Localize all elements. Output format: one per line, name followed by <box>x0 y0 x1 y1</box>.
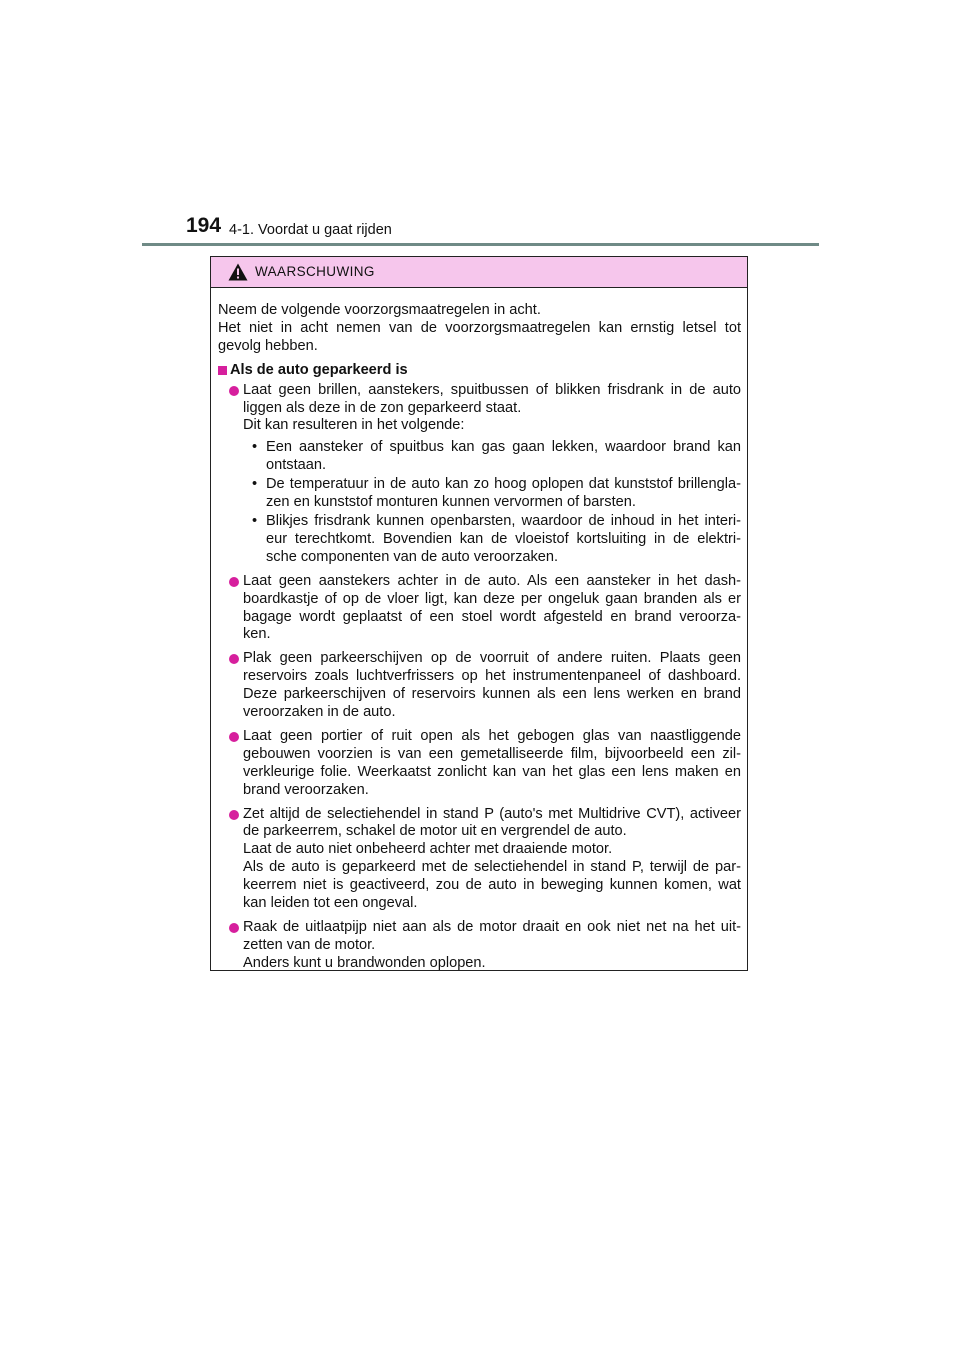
header-rule <box>142 243 819 246</box>
list-item-line: verkleurige folie. Weerkaatst zonlicht kan van het glas een lens maken en <box>243 763 741 780</box>
list-item-line: keerrem niet is geactiveerd, zou de auto in beweging kunnen komen, wat <box>243 877 741 894</box>
warning-header <box>211 257 747 288</box>
sub-list-line: ontstaan. <box>266 457 327 474</box>
round-bullet-icon <box>229 654 239 664</box>
list-item-line: zetten van de motor. <box>243 936 376 953</box>
round-bullet-icon <box>229 732 239 742</box>
subheading-text: Als de auto geparkeerd is <box>230 361 408 378</box>
list-item-line: veroorzaken in de auto. <box>243 704 396 721</box>
sub-list <box>243 439 741 566</box>
sub-list-item <box>252 513 741 567</box>
dot-bullet-icon: • <box>252 476 258 493</box>
page-number: 194 <box>186 214 222 237</box>
list-item-line: de parkeerrem, schakel de motor uit en vergrendel de auto. <box>243 823 627 840</box>
intro-line: Het niet in acht nemen van de voorzorgsmaatregelen kan ernstig letsel tot <box>218 319 741 336</box>
sub-list-line: zen en kunststof monturen kunnen vervormen of barsten. <box>266 494 636 511</box>
round-bullet-icon <box>229 386 239 396</box>
dot-bullet-icon: • <box>252 439 258 456</box>
sub-list-line: Een aansteker of spuitbus kan gas gaan lekken, waardoor brand kan <box>266 439 741 456</box>
list-item-line: Raak de uitlaatpijp niet aan als de motor draait en ook niet net na het uit- <box>243 919 741 935</box>
round-bullet-icon <box>229 923 239 933</box>
list-item-line: Laat geen aanstekers achter in de auto. Als een aansteker in het dash- <box>243 572 741 589</box>
list-item-line: Laat de auto niet onbeheerd achter met draaiende motor. <box>243 841 613 858</box>
sub-list-item <box>252 439 741 475</box>
round-bullet-icon <box>229 810 239 820</box>
section-title: 4-1. Voordat u gaat rijden <box>229 222 392 238</box>
list-item <box>218 573 741 645</box>
list-item-line: Plak geen parkeerschijven op de voorruit of andere ruiten. Plaats geen <box>243 650 741 667</box>
sub-list-item <box>252 476 741 512</box>
intro-line: Neem de volgende voorzorgsmaatregelen in acht. <box>218 302 541 318</box>
list-item-line: Dit kan resulteren in het volgende: <box>243 417 465 434</box>
sub-list-line: De temperatuur in de auto kan zo hoog oplopen dat kunststof brillengla- <box>266 476 741 493</box>
list-item <box>218 806 741 913</box>
sub-list-line: sche componenten van de auto veroorzaken. <box>266 548 559 565</box>
sub-list-line: Blikjes frisdrank kunnen openbarsten, waardoor de inhoud in het interi- <box>266 512 741 529</box>
list-item-line: Laat geen brillen, aanstekers, spuitbussen of blikken frisdrank in de auto <box>243 381 741 398</box>
square-bullet-icon <box>218 366 227 375</box>
warning-box <box>210 256 748 971</box>
list-item <box>218 919 741 973</box>
list-item <box>218 728 741 800</box>
list-item-line: boardkastje of op de vloer ligt, kan deze per ongeluk gaan branden als er <box>243 590 741 607</box>
list-item-line: Zet altijd de selectiehendel in stand P (auto's met Multidrive CVT), activeer <box>243 805 741 822</box>
list-item-line: Als de auto is geparkeerd met de selectiehendel in stand P, terwijl de par- <box>243 859 741 876</box>
list-item <box>218 382 741 567</box>
round-bullet-icon <box>229 577 239 587</box>
list-item-line: brand veroorzaken. <box>243 781 369 798</box>
dot-bullet-icon: • <box>252 512 258 529</box>
sub-list-line: eur terechtkomt. Bovendien kan de vloeistof kortsluiting in de elektri- <box>266 530 741 547</box>
list-item-line: liggen als deze in de zon geparkeerd staat. <box>243 399 522 416</box>
warning-triangle-icon <box>228 263 248 281</box>
list-item-line: bagage wordt geplaatst of een stoel wordt afgesteld en brand veroorza- <box>243 608 741 625</box>
warning-title: WAARSCHUWING <box>255 264 375 279</box>
list-item <box>218 650 741 722</box>
list-item-line: kan leiden tot een ongeval. <box>243 895 418 912</box>
intro-line: gevolg hebben. <box>218 337 318 354</box>
list-item-line: gebouwen voorzien is van een gemetalliseerde film, bijvoorbeeld een zil- <box>243 745 741 762</box>
warning-body <box>211 288 747 973</box>
list-item-line: ken. <box>243 626 271 643</box>
list-item-line: Laat geen portier of ruit open als het gebogen glas van naastliggende <box>243 727 741 744</box>
list-item-line: Anders kunt u brandwonden oplopen. <box>243 954 486 971</box>
list-item-line: Deze parkeerschijven of reservoirs kunnen als een lens werken en brand <box>243 686 741 703</box>
subheading <box>218 362 741 380</box>
list-item-line: reservoirs zoals luchtverfrissers op het instrumentenpaneel of dashboard. <box>243 668 741 685</box>
